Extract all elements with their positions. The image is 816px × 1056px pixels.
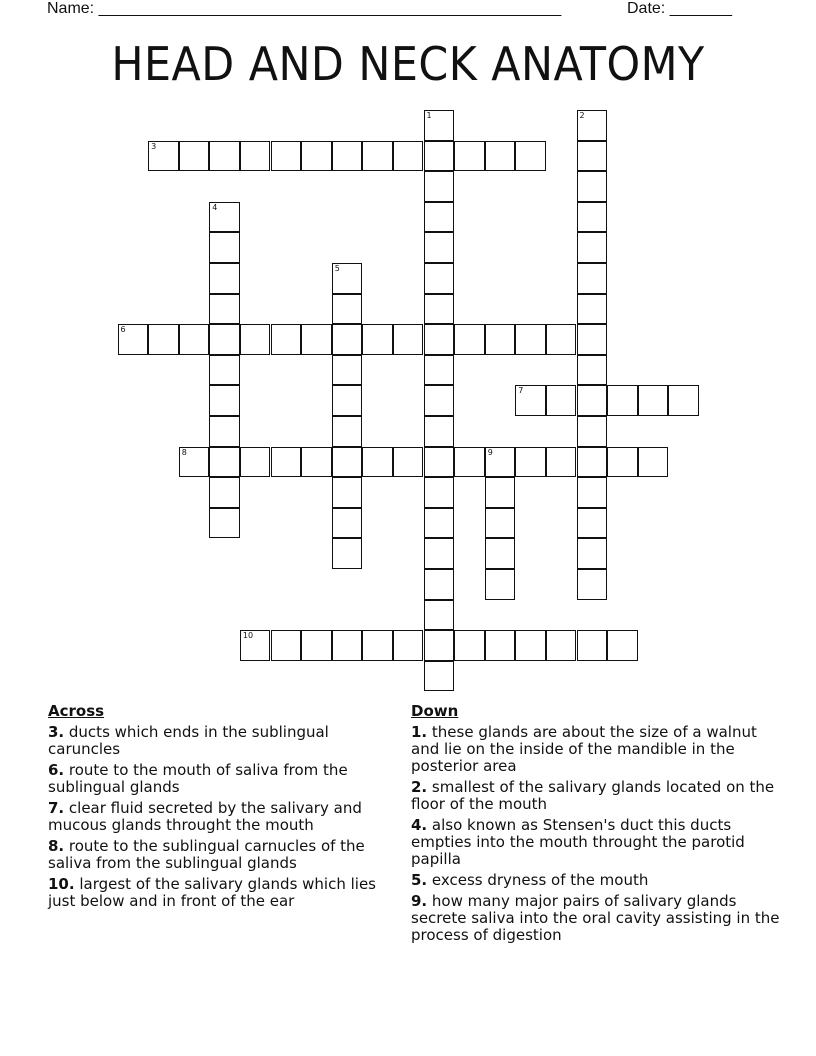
grid-cell[interactable] <box>209 508 240 539</box>
grid-cell[interactable] <box>515 324 546 355</box>
grid-cell[interactable] <box>577 294 608 325</box>
across-clue-list <box>48 724 398 910</box>
clue-text: route to the sublingual carnucles of the saliva from the sublingual glands <box>48 837 365 872</box>
clue-text: smallest of the salivary glands located on the floor of the mouth <box>411 778 775 813</box>
grid-cell[interactable] <box>515 630 546 661</box>
clue-text: clear fluid secreted by the salivary and mucous glands throught the mouth <box>48 799 362 834</box>
grid-cell[interactable] <box>485 538 516 569</box>
clue-text: excess dryness of the mouth <box>427 871 649 889</box>
grid-cell[interactable] <box>515 141 546 172</box>
grid-cell[interactable] <box>424 600 455 631</box>
grid-cell[interactable] <box>607 447 638 478</box>
clue-number-label: 8. <box>48 837 65 855</box>
clue-text: ducts which ends in the sublingual caruncles <box>48 723 329 758</box>
down-clue <box>411 893 781 944</box>
name-field-label: Name: ____________________________________________________ <box>47 0 562 17</box>
grid-cell[interactable] <box>515 447 546 478</box>
grid-cell[interactable] <box>546 630 577 661</box>
across-clue <box>48 800 398 834</box>
grid-cell[interactable] <box>577 538 608 569</box>
grid-cell[interactable] <box>332 508 363 539</box>
grid-cell[interactable] <box>607 630 638 661</box>
grid-cell[interactable] <box>577 171 608 202</box>
clue-text: how many major pairs of salivary glands secrete saliva into the oral cavity assisting in the process of digestion <box>411 892 780 944</box>
clue-number-label: 3. <box>48 723 65 741</box>
across-clue <box>48 762 398 796</box>
clue-number: 10 <box>242 631 254 641</box>
grid-cell[interactable] <box>271 630 302 661</box>
grid-cell[interactable] <box>485 324 516 355</box>
grid-cell[interactable] <box>209 263 240 294</box>
grid-cell[interactable] <box>332 263 363 294</box>
grid-cell[interactable] <box>577 355 608 386</box>
grid-cell[interactable] <box>209 324 240 355</box>
clue-text: largest of the salivary glands which lies just below and in front of the ear <box>48 875 376 910</box>
grid-cell[interactable] <box>577 447 608 478</box>
grid-cell[interactable] <box>424 477 455 508</box>
grid-cell[interactable] <box>332 447 363 478</box>
grid-cell[interactable] <box>424 630 455 661</box>
grid-cell[interactable] <box>332 294 363 325</box>
grid-cell[interactable] <box>424 232 455 263</box>
grid-cell[interactable] <box>424 569 455 600</box>
grid-cell[interactable] <box>485 630 516 661</box>
grid-cell[interactable] <box>301 141 332 172</box>
grid-cell[interactable] <box>209 232 240 263</box>
grid-cell[interactable] <box>577 508 608 539</box>
grid-cell[interactable] <box>485 447 516 478</box>
down-clue <box>411 817 781 868</box>
grid-cell[interactable] <box>240 141 271 172</box>
grid-cell[interactable] <box>393 447 424 478</box>
grid-cell[interactable] <box>393 141 424 172</box>
clue-number: 1 <box>426 111 432 120</box>
grid-cell[interactable] <box>271 141 302 172</box>
across-clues <box>48 703 398 914</box>
grid-cell[interactable] <box>454 630 485 661</box>
grid-cell[interactable] <box>577 232 608 263</box>
grid-cell[interactable] <box>577 630 608 661</box>
clue-number: 9 <box>487 447 493 457</box>
grid-cell[interactable] <box>577 141 608 172</box>
clue-number: 6 <box>120 325 126 335</box>
grid-cell[interactable] <box>454 447 485 478</box>
grid-cell[interactable] <box>209 447 240 478</box>
grid-cell[interactable] <box>332 355 363 386</box>
grid-cell[interactable] <box>301 447 332 478</box>
grid-cell[interactable] <box>332 324 363 355</box>
clue-number: 8 <box>181 447 187 457</box>
grid-cell[interactable] <box>332 538 363 569</box>
grid-cell[interactable] <box>301 630 332 661</box>
down-heading: Down <box>411 702 459 720</box>
clue-number-label: 7. <box>48 799 65 817</box>
clue-number: 3 <box>151 141 157 151</box>
clue-number: 5 <box>334 264 340 273</box>
grid-cell[interactable] <box>209 202 240 233</box>
grid-cell[interactable] <box>454 141 485 172</box>
down-clue <box>411 779 781 813</box>
grid-cell[interactable] <box>546 324 577 355</box>
grid-cell[interactable] <box>148 324 179 355</box>
grid-cell[interactable] <box>424 171 455 202</box>
grid-cell[interactable] <box>424 202 455 233</box>
grid-cell[interactable] <box>209 141 240 172</box>
down-clues <box>411 703 781 948</box>
grid-cell[interactable] <box>485 141 516 172</box>
grid-cell[interactable] <box>424 294 455 325</box>
clue-number: 7 <box>518 386 524 396</box>
grid-cell[interactable] <box>148 141 179 172</box>
grid-cell[interactable] <box>332 477 363 508</box>
grid-cell[interactable] <box>209 385 240 416</box>
grid-cell[interactable] <box>240 324 271 355</box>
across-heading: Across <box>48 702 105 720</box>
down-clue-list <box>411 724 781 944</box>
grid-cell[interactable] <box>638 447 669 478</box>
grid-cell[interactable] <box>424 661 455 692</box>
clue-number: 2 <box>579 111 585 120</box>
grid-cell[interactable] <box>332 416 363 447</box>
grid-cell[interactable] <box>454 324 485 355</box>
grid-cell[interactable] <box>362 447 393 478</box>
grid-cell[interactable] <box>424 324 455 355</box>
grid-cell[interactable] <box>668 385 699 416</box>
grid-cell[interactable] <box>332 630 363 661</box>
down-clue <box>411 724 781 775</box>
clue-number-label: 1. <box>411 723 428 741</box>
clue-text: these glands are about the size of a walnut and lie on the inside of the mandible in the posterior area <box>411 723 757 775</box>
grid-cell[interactable] <box>607 385 638 416</box>
grid-cell[interactable] <box>240 447 271 478</box>
grid-cell[interactable] <box>577 202 608 233</box>
down-clue <box>411 872 781 889</box>
grid-cell[interactable] <box>118 324 149 355</box>
clue-text: route to the mouth of saliva from the sublingual glands <box>48 761 348 796</box>
grid-cell[interactable] <box>577 263 608 294</box>
across-clue <box>48 724 398 758</box>
grid-cell[interactable] <box>424 141 455 172</box>
grid-cell[interactable] <box>638 385 669 416</box>
grid-cell[interactable] <box>577 324 608 355</box>
grid-cell[interactable] <box>424 110 455 141</box>
grid-cell[interactable] <box>179 447 210 478</box>
grid-cell[interactable] <box>393 324 424 355</box>
grid-cell[interactable] <box>485 569 516 600</box>
grid-cell[interactable] <box>424 385 455 416</box>
clue-number: 4 <box>212 202 218 212</box>
grid-cell[interactable] <box>424 416 455 447</box>
grid-cell[interactable] <box>179 141 210 172</box>
grid-cell[interactable] <box>209 416 240 447</box>
grid-cell[interactable] <box>424 508 455 539</box>
grid-cell[interactable] <box>424 447 455 478</box>
clue-number-label: 9. <box>411 892 428 910</box>
grid-cell[interactable] <box>393 630 424 661</box>
grid-cell[interactable] <box>485 477 516 508</box>
grid-cell[interactable] <box>332 385 363 416</box>
grid-cell[interactable] <box>271 324 302 355</box>
grid-cell[interactable] <box>362 630 393 661</box>
grid-cell[interactable] <box>577 477 608 508</box>
grid-cell[interactable] <box>424 355 455 386</box>
clue-number-label: 2. <box>411 778 428 796</box>
grid-cell[interactable] <box>577 569 608 600</box>
grid-cell[interactable] <box>209 355 240 386</box>
grid-cell[interactable] <box>240 630 271 661</box>
grid-cell[interactable] <box>209 477 240 508</box>
page-title: HEAD AND NECK ANATOMY <box>111 37 705 91</box>
grid-cell[interactable] <box>362 141 393 172</box>
grid-cell[interactable] <box>577 385 608 416</box>
across-clue <box>48 838 398 872</box>
grid-cell[interactable] <box>301 324 332 355</box>
date-field-label: Date: _______ <box>627 0 732 17</box>
grid-cell[interactable] <box>546 447 577 478</box>
clue-number-label: 4. <box>411 816 428 834</box>
grid-cell[interactable] <box>424 263 455 294</box>
grid-cell[interactable] <box>485 508 516 539</box>
grid-cell[interactable] <box>209 294 240 325</box>
grid-cell[interactable] <box>546 385 577 416</box>
grid-cell[interactable] <box>515 385 546 416</box>
grid-cell[interactable] <box>179 324 210 355</box>
grid-cell[interactable] <box>577 110 608 141</box>
clue-number-label: 5. <box>411 871 428 889</box>
grid-cell[interactable] <box>424 538 455 569</box>
grid-cell[interactable] <box>271 447 302 478</box>
grid-cell[interactable] <box>577 416 608 447</box>
clue-number-label: 6. <box>48 761 65 779</box>
across-clue <box>48 876 398 910</box>
clue-number-label: 10. <box>48 875 75 893</box>
clue-text: also known as Stensen's duct this ducts empties into the mouth throught the parotid papilla <box>411 816 745 868</box>
grid-cell[interactable] <box>332 141 363 172</box>
grid-cell[interactable] <box>362 324 393 355</box>
